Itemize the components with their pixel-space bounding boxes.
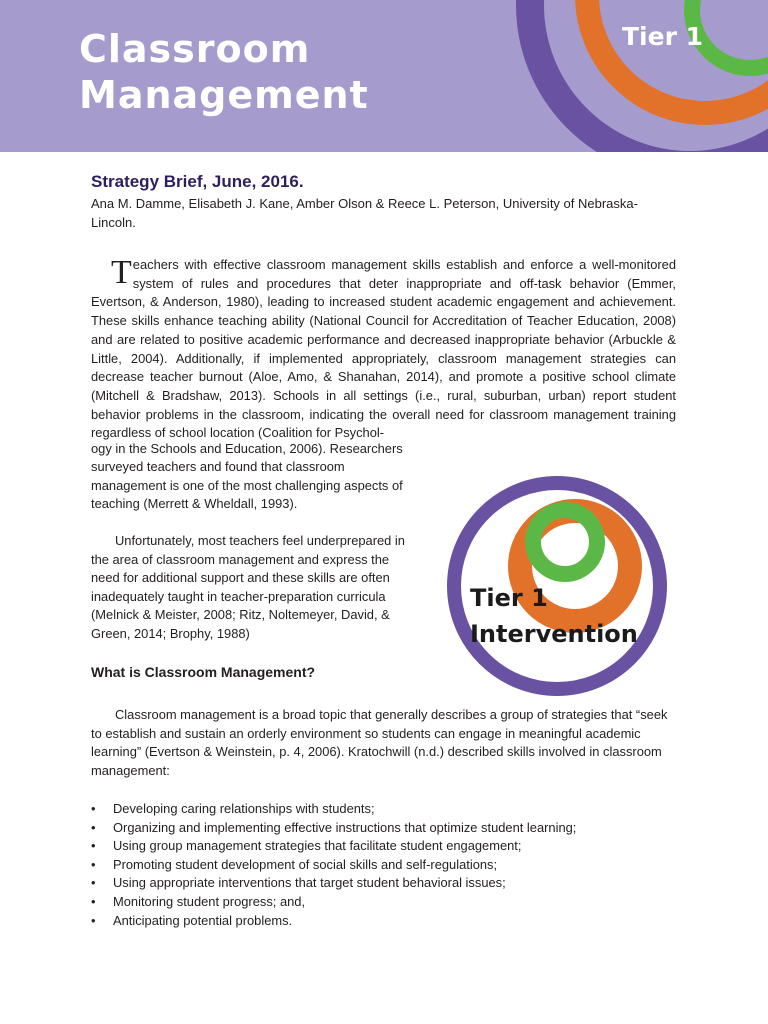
- list-item: • Anticipating potential problems.: [91, 912, 691, 931]
- ring-orange: [587, 0, 768, 113]
- section-heading: What is Classroom Management?: [91, 664, 316, 680]
- ring-green: [692, 0, 768, 68]
- intro-paragraph-continued: ogy in the Schools and Education, 2006). Researchers surveyed teachers and found that classroom management is one of the most challenging aspects of teaching (Merrett & Wheldall, 1993).: [91, 441, 403, 512]
- title-line-2: Management: [79, 73, 369, 117]
- list-item: • Developing caring relationships with students;: [91, 800, 691, 819]
- tier-label-line-1: Tier 1: [470, 584, 548, 612]
- header-band: [0, 0, 768, 152]
- tier-intervention-label: [470, 580, 638, 652]
- tier-badge: Tier 1: [622, 22, 704, 51]
- title-line-1: Classroom: [79, 27, 311, 71]
- skills-list: [91, 800, 691, 930]
- definition-text: Classroom management is a broad topic that generally describes a group of strategies that “seek to establish and sustain an orderly environment so students can engage in meaningful academic learning” (Evertson & Weinstein, p. 4, 2006). Kratochwill (n.d.) described skills involved in classroom management:: [91, 707, 668, 778]
- drop-cap: T: [111, 254, 132, 291]
- brief-title: Strategy Brief, June, 2016.: [91, 172, 304, 191]
- tier-label-line-2: Intervention: [470, 620, 638, 648]
- list-item: • Using group management strategies that facilitate student engagement;: [91, 837, 691, 856]
- list-item: • Using appropriate interventions that target student behavioral issues;: [91, 874, 691, 893]
- underprepared-paragraph: [91, 532, 421, 643]
- definition-paragraph: [91, 706, 681, 780]
- list-item: • Promoting student development of social skills and self-regulations;: [91, 856, 691, 875]
- intro-text: eachers with effective classroom management skills establish and enforce a well-monitored system of rules and procedures that deter inappropriate and off-task behavior (Emmer, Evertson, & Anderson, 1980), leading to increased student academic engagement and achievement. These skills enhance teaching ability (National Council for Accreditation of Teacher Education, 2008) and are related to positive academic performance and decreased inappropriate behavior (Arbuckle & Little, 2004). Additionally, if implemented appropriately, classroom management strategies can decrease teacher burnout (Aloe, Amo, & Shanahan, 2014), and promote a positive school climate (Mitchell & Bradshaw, 2013). Schools in all settings (i.e., rural, suburban, urban) report student behavior problems in the classroom, indicating the overall need for classroom management training regardless of school location (Coalition for Psychol-: [91, 257, 676, 441]
- page-title: [79, 26, 369, 118]
- list-item: • Organizing and implementing effective instructions that optimize student learning;: [91, 819, 691, 838]
- list-item: • Monitoring student progress; and,: [91, 893, 691, 912]
- authors: Ana M. Damme, Elisabeth J. Kane, Amber Olson & Reece L. Peterson, University of Nebraska-Lincoln.: [91, 196, 638, 230]
- underprepared-text: Unfortunately, most teachers feel underprepared in the area of classroom management and express the need for additional support and these skills are often inadequately taught in teacher-preparation curricula (Melnick & Meister, 2008; Ritz, Noltemeyer, David, & Green, 2014; Brophy, 1988): [91, 533, 405, 641]
- intro-paragraph: [91, 256, 676, 443]
